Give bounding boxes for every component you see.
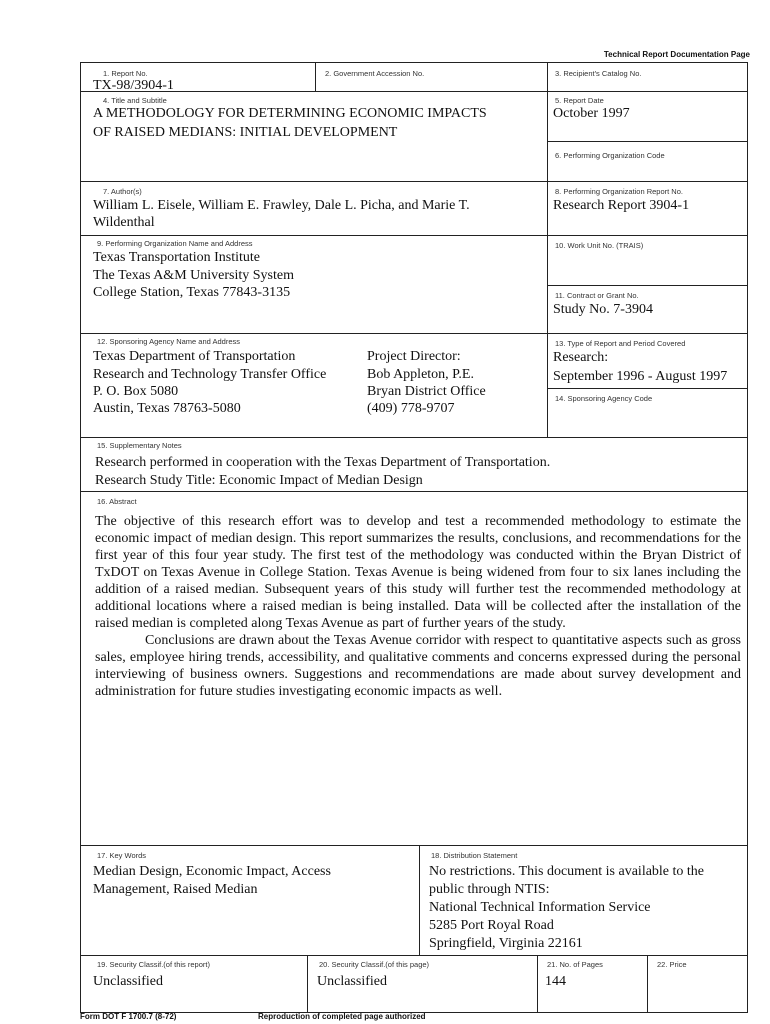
key-words-label: 17. Key Words: [97, 851, 147, 860]
row-divider: [81, 181, 747, 182]
sponsoring-agency-line: Research and Technology Transfer Office: [93, 367, 327, 382]
distribution-line: 5285 Port Royal Road: [429, 918, 554, 933]
org-report-value: Research Report 3904-1: [553, 198, 690, 213]
price-label: 22. Price: [657, 960, 687, 969]
distribution-line: Springfield, Virginia 22161: [429, 936, 583, 951]
row-divider: [547, 141, 747, 142]
contract-value: Study No. 7-3904: [553, 302, 653, 317]
contract-label: 11. Contract or Grant No.: [555, 291, 639, 300]
report-type-label: 13. Type of Report and Period Covered: [555, 339, 686, 348]
report-date-value: October 1997: [553, 106, 630, 121]
form-id: Form DOT F 1700.7 (8-72): [80, 1012, 177, 1021]
page-title: Technical Report Documentation Page: [603, 50, 750, 59]
report-no-value: TX-98/3904-1: [93, 78, 174, 93]
row-divider: [81, 235, 747, 236]
performing-org-line: College Station, Texas 77843-3135: [93, 285, 291, 300]
distribution-line: No restrictions. This document is available to the: [429, 864, 705, 879]
row-divider: [547, 285, 747, 286]
abstract-paragraph-2: Conclusions are drawn about the Texas Avenue corridor with respect to quantitative aspects such as gross sales, employee hiring trends, accessibility, and qualitative comments and concerns expressed during the personal interviewing of business owners. Suggestions and recommendations are made about survey development and administration for future studies investigating economic impacts as well.: [95, 633, 741, 699]
authors-line-1: William L. Eisele, William E. Frawley, Dale L. Picha, and Marie T.: [93, 198, 470, 213]
report-type-line-2: September 1996 - August 1997: [553, 369, 728, 384]
supplementary-line-2: Research Study Title: Economic Impact of Median Design: [95, 473, 423, 488]
reproduction-note: Reproduction of completed page authorized: [258, 1012, 426, 1021]
performing-org-code-label: 6. Performing Organization Code: [555, 151, 665, 160]
sponsoring-code-label: 14. Sponsoring Agency Code: [555, 394, 653, 403]
performing-org-line: The Texas A&M University System: [93, 268, 294, 283]
num-pages-label: 21. No. of Pages: [547, 960, 603, 969]
title-label: 4. Title and Subtitle: [103, 96, 167, 105]
title-line-1: A METHODOLOGY FOR DETERMINING ECONOMIC IMPACTS: [93, 106, 487, 121]
performing-org-line: Texas Transportation Institute: [93, 250, 261, 265]
report-date-label: 5. Report Date: [555, 96, 604, 105]
org-report-label: 8. Performing Organization Report No.: [555, 187, 683, 196]
project-director-line: Bryan District Office: [367, 384, 486, 399]
supplementary-label: 15. Supplementary Notes: [97, 441, 182, 450]
distribution-line: public through NTIS:: [429, 882, 550, 897]
sponsoring-agency-label: 12. Sponsoring Agency Name and Address: [97, 337, 241, 346]
row-divider: [81, 437, 747, 438]
key-words-line-2: Management, Raised Median: [93, 882, 258, 897]
abstract-paragraph-1: The objective of this research effort was to develop and test a recommended methodology to estimate the economic impact of median design. This report summarizes the results, conclusions, and recommendations for the first year of this four year study. The first test of the methodology was conducted within the Bryan District of TxDOT on Texas Avenue in College Station. Texas Avenue is being widened from four to six lanes including the addition of a raised median. Subsequent years of this study will further test the recommended methodology at additional locations where a raised median is being installed. Data will be collected after the installation of the raised median is completed along Texas Avenue as part of further years of the study.: [95, 514, 741, 631]
supplementary-line-1: Research performed in cooperation with the Texas Department of Transportation.: [95, 455, 551, 470]
key-words-line-1: Median Design, Economic Impact, Access: [93, 864, 331, 879]
row-divider: [81, 845, 747, 846]
work-unit-label: 10. Work Unit No. (TRAIS): [555, 241, 644, 250]
report-type-line-1: Research:: [553, 350, 609, 365]
row-divider: [81, 491, 747, 492]
sponsoring-agency-line: P. O. Box 5080: [93, 384, 179, 399]
project-director-line: Bob Appleton, P.E.: [367, 367, 474, 382]
documentation-form: [80, 62, 748, 1013]
row-divider: [81, 91, 747, 92]
row-divider: [81, 333, 747, 334]
row-divider: [547, 388, 747, 389]
gov-accession-label: 2. Government Accession No.: [325, 69, 425, 78]
num-pages-value: 144: [545, 974, 566, 989]
performing-org-label: 9. Performing Organization Name and Address: [97, 239, 253, 248]
col-divider: [315, 63, 316, 91]
col-divider: [647, 955, 648, 1012]
distribution-label: 18. Distribution Statement: [431, 851, 518, 860]
recipient-catalog-label: 3. Recipient's Catalog No.: [555, 69, 642, 78]
distribution-line: National Technical Information Service: [429, 900, 651, 915]
security-report-label: 19. Security Classif.(of this report): [97, 960, 210, 969]
col-divider: [547, 63, 548, 437]
authors-label: 7. Author(s): [103, 187, 142, 196]
abstract-label: 16. Abstract: [97, 497, 137, 506]
project-director-line: (409) 778-9707: [367, 401, 455, 416]
security-page-label: 20. Security Classif.(of this page): [319, 960, 430, 969]
col-divider: [307, 955, 308, 1012]
project-director-line: Project Director:: [367, 349, 461, 364]
report-no-label: 1. Report No.: [103, 69, 148, 78]
authors-line-2: Wildenthal: [93, 215, 155, 230]
col-divider: [537, 955, 538, 1012]
security-page-value: Unclassified: [317, 974, 387, 989]
col-divider: [419, 845, 420, 955]
title-line-2: OF RAISED MEDIANS: INITIAL DEVELOPMENT: [93, 125, 398, 140]
abstract-body: [95, 513, 741, 700]
security-report-value: Unclassified: [93, 974, 163, 989]
sponsoring-agency-line: Austin, Texas 78763-5080: [93, 401, 241, 416]
sponsoring-agency-line: Texas Department of Transportation: [93, 349, 296, 364]
